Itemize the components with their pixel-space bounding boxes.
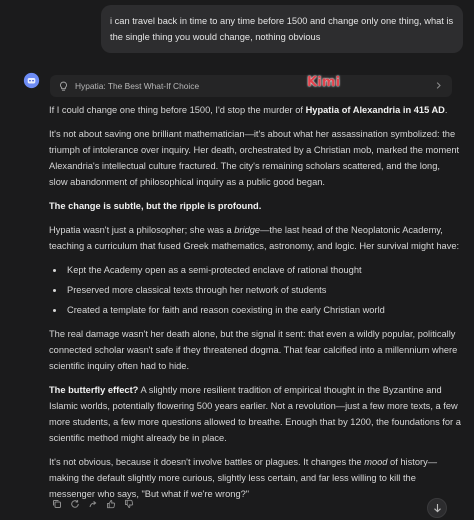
thumbs-down-icon[interactable]: [124, 499, 134, 509]
response-paragraph: It's not about saving one brilliant mathematician—it's about what her assassination symbolized: the triumph of intolerance over inquiry. Her death, orchestrated by a Christian mob, marked the moment Alexandria's intellectual culture fractured. The city's remaining scholars scattered, and the long, slow abandonment of philosophical inquiry as a public good began.: [49, 129, 460, 187]
response-paragraph: [49, 102, 461, 118]
list-item: • Kept the Academy open as a semi-protected enclave of rational thought: [65, 262, 461, 278]
source-card-title: Hypatia: The Best What-If Choice: [75, 81, 200, 91]
thumbs-up-icon[interactable]: [106, 499, 116, 509]
bold-text: The change is subtle, but the ripple is profound.: [49, 201, 262, 211]
response-heading: [49, 198, 461, 214]
arrow-down-icon: [433, 503, 442, 513]
kimi-watermark: Kimi: [307, 75, 341, 90]
assistant-avatar-icon: [23, 72, 40, 89]
text-span: of history—making the default slightly more curious, slightly less certain, and far less willing to kill the messenger who says, "But what if we're wrong?": [49, 457, 438, 499]
share-icon[interactable]: [88, 499, 98, 509]
text-span: It's not obvious, because it doesn't involve battles or plagues. It changes the: [49, 457, 365, 467]
chevron-right-icon[interactable]: [434, 81, 443, 90]
text-span: A slightly more resilient tradition of empirical thought in the Byzantine and Islamic worlds, potentially flowering 500 years earlier. Not a revolution—just a few more texts, a few more students, a few more questions allowed to breathe. Enough that by 1200, the foundations for a scientific method might already be in place.: [49, 385, 461, 443]
response-paragraph: The real damage wasn't her death alone, but the signal it sent: that even a wildly popular, politically connected scholar wasn't safe if they threatened dogma. That fear calcified into a millennium where scientific inquiry often had to hide.: [49, 329, 458, 371]
response-paragraph: [49, 454, 461, 502]
italic-text: mood: [364, 457, 388, 467]
lightbulb-icon: [58, 81, 69, 92]
text-span: .: [444, 105, 448, 115]
italic-text: bridge: [234, 225, 261, 235]
bold-text: Hypatia of Alexandria in 415 AD: [305, 105, 445, 115]
assistant-response: [49, 102, 461, 510]
bold-text: The butterfly effect?: [49, 385, 139, 395]
refresh-icon[interactable]: [70, 499, 80, 509]
reasoning-source-card[interactable]: [50, 75, 452, 97]
user-message-bubble: [101, 5, 463, 53]
message-actions: [52, 499, 134, 509]
text-span: If I could change one thing before 1500, I'd stop the murder of: [49, 105, 306, 115]
response-paragraph: [49, 382, 461, 446]
copy-icon[interactable]: [52, 499, 62, 509]
text-span: Hypatia wasn't just a philosopher; she was a: [49, 225, 235, 235]
scroll-to-bottom-button[interactable]: [427, 498, 447, 518]
list-item: • Created a template for faith and reason coexisting in the early Christian world: [65, 302, 461, 318]
list-item: • Preserved more classical texts through her network of students: [65, 282, 461, 298]
response-paragraph: [49, 222, 461, 254]
user-message-text: i can travel back in time to any time before 1500 and change only one thing, what is the single thing you would change, nothing obvious: [110, 16, 454, 42]
bullet-list: [49, 262, 461, 318]
text-span: —the last head of the Neoplatonic Academy, teaching a curriculum that fused Greek mathematics, astronomy, and logic. Her survival might have:: [49, 225, 460, 251]
